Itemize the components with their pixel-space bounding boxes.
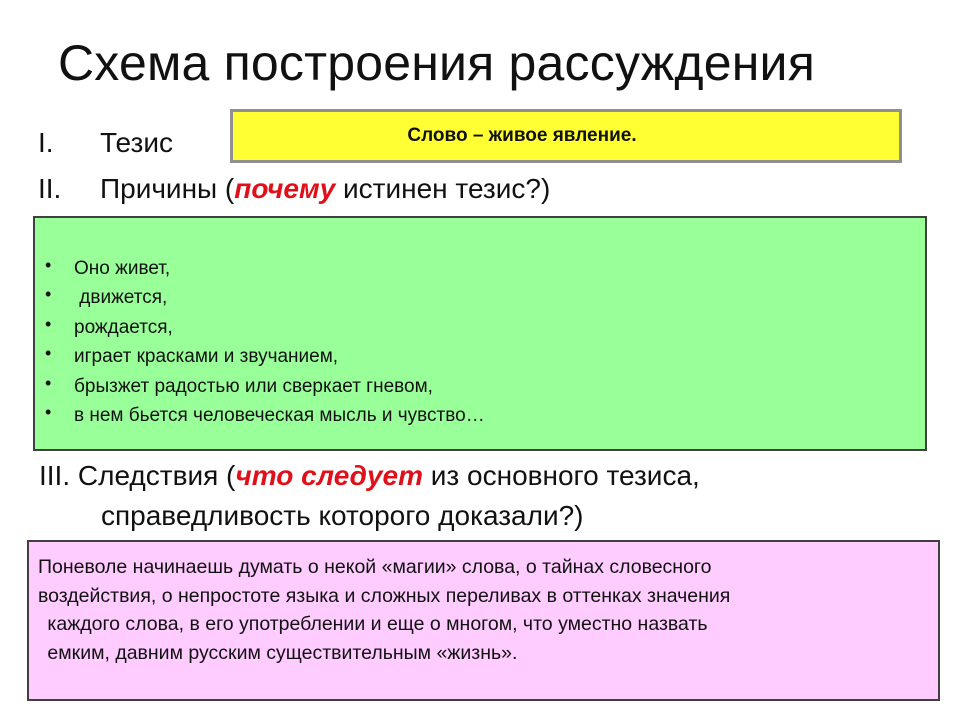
list-item-text: брызжет радостью или сверкает гневом, [74, 375, 433, 397]
bullet-icon: • [45, 313, 52, 334]
list-item [45, 342, 925, 371]
section-text-before: Причины ( [100, 173, 235, 204]
list-item [45, 372, 925, 401]
conclusion-line: Поневоле начинаешь думать о некой «магии» слова, о тайнах словесного [38, 556, 712, 578]
list-item-text: Оно живет, [74, 258, 171, 279]
thesis-box [230, 109, 902, 163]
conclusion-line: воздействия, о непростоте языка и сложных переливах в оттенках значения [38, 584, 731, 607]
section-text-after: из основного тезиса, [423, 460, 700, 491]
section-text-line2: справедливость которого доказали?) [101, 500, 584, 531]
section-highlight: что следует [235, 460, 423, 491]
section-label: Тезис [100, 127, 173, 158]
bullet-icon: • [45, 343, 52, 364]
list-item-text: в нем бьется человеческая мысль и чувство… [74, 404, 485, 426]
conclusion-box [27, 540, 940, 701]
list-item-text: играет красками и звучанием, [74, 346, 339, 368]
list-item-text: рождается, [74, 316, 173, 338]
section-consequences [39, 456, 700, 536]
list-item [45, 254, 925, 283]
reasons-box [33, 216, 927, 451]
conclusion-line: емким, давним русским существительным «жизнь». [42, 641, 518, 664]
list-item [45, 313, 925, 342]
list-item-text: движется, [74, 287, 168, 309]
conclusion-line: каждого слова, в его употреблении и еще о многом, что уместно назвать [42, 613, 708, 635]
reasons-list [45, 254, 925, 430]
bullet-icon: • [45, 284, 52, 305]
section-text-after: истинен тезис?) [335, 173, 551, 204]
section-label [100, 173, 550, 205]
list-item [45, 401, 925, 430]
bullet-icon: • [45, 255, 52, 275]
bullet-icon: • [45, 372, 52, 393]
section-text-before: Следствия ( [70, 460, 236, 491]
list-item [45, 283, 925, 312]
section-numeral: II. [38, 173, 62, 204]
slide-title: Схема построения рассуждения [58, 35, 815, 91]
thesis-text: Слово – живое явление. [407, 125, 637, 146]
section-numeral: III. [39, 460, 71, 491]
section-numeral: I. [38, 127, 54, 158]
section-highlight: почему [234, 173, 336, 204]
bullet-icon: • [45, 401, 52, 422]
